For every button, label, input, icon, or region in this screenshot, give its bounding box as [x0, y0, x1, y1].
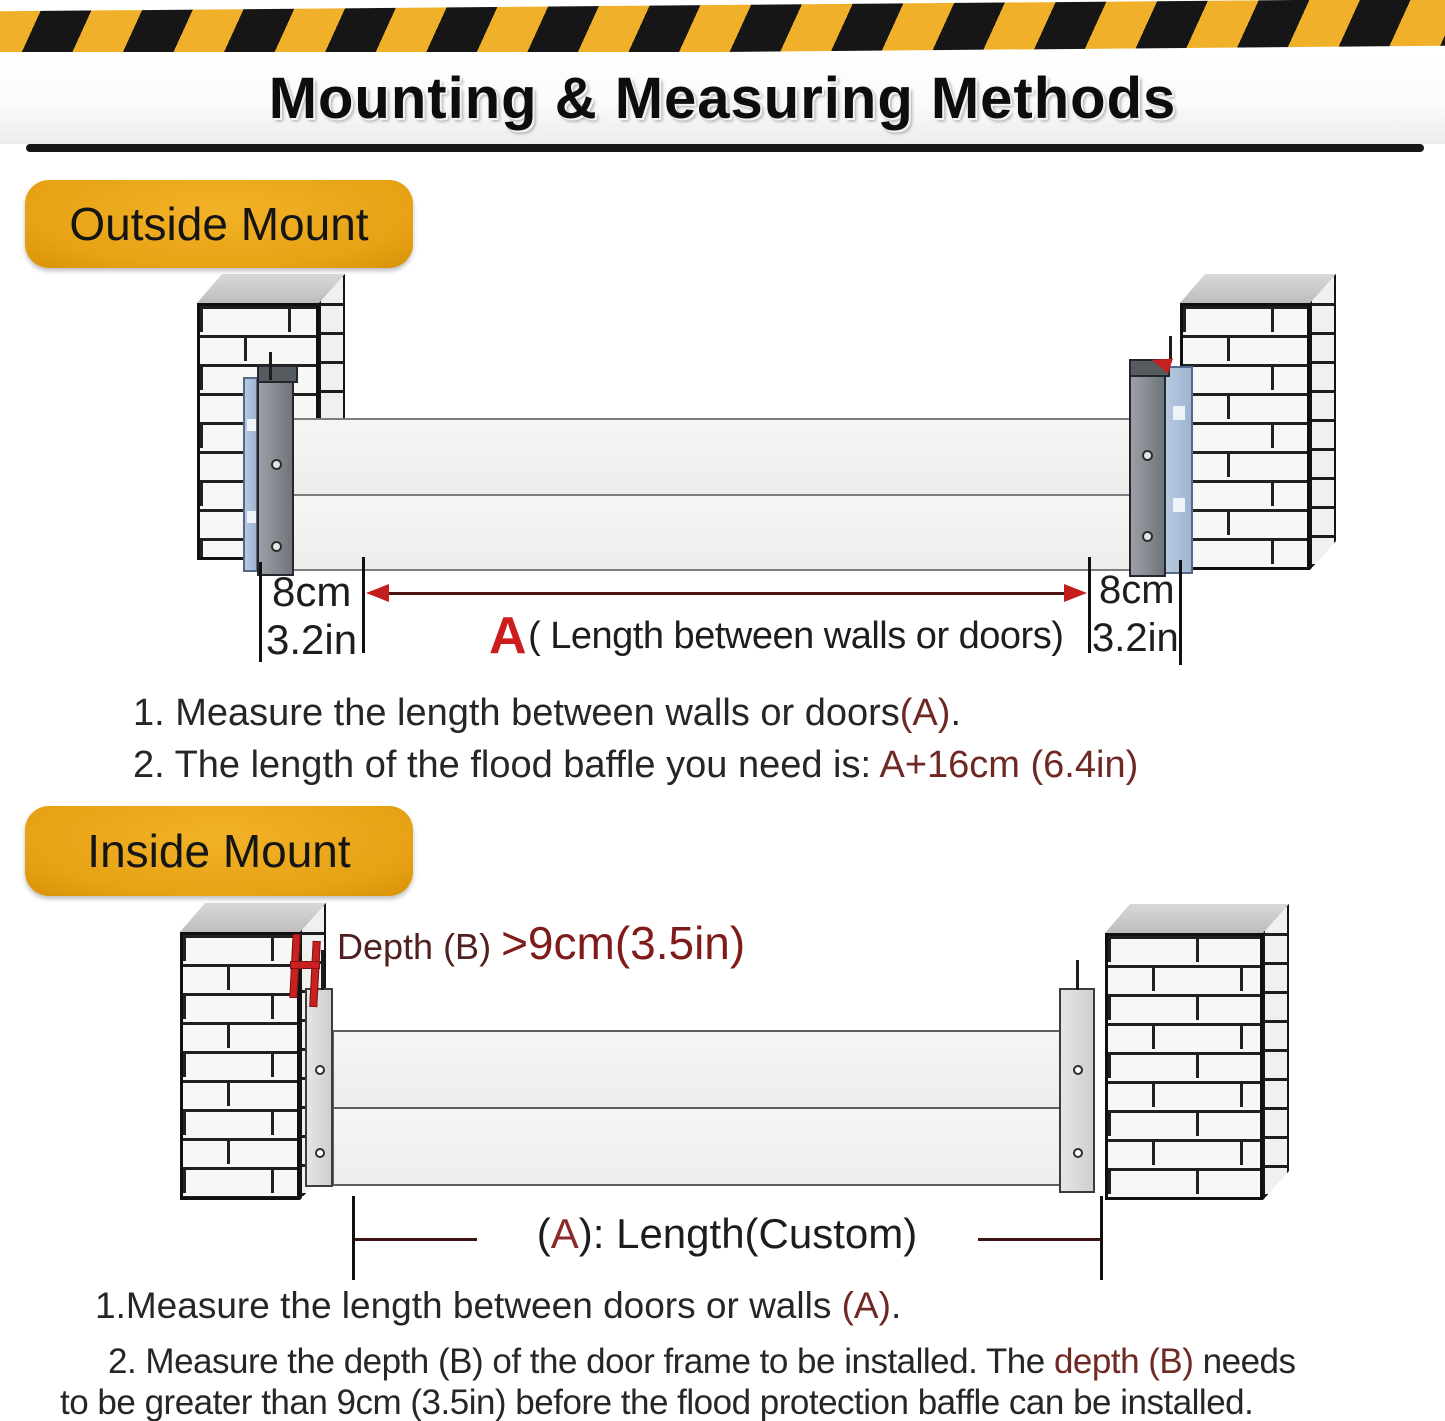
screw-hole [1073, 1065, 1083, 1075]
screw-hole [315, 1065, 325, 1075]
offset-label-right-cm: 8cm [1099, 568, 1175, 612]
pillar-front-face [1105, 933, 1263, 1200]
seal-tab [247, 419, 256, 431]
length-a-label [489, 606, 1063, 666]
depth-bracket-red [290, 961, 320, 969]
screw-hole [315, 1148, 325, 1158]
offset-label-left-cm: 8cm [272, 568, 352, 615]
flood-barrier-plank-top [332, 1030, 1062, 1109]
pillar-front-face [1180, 303, 1310, 570]
inside-step-1: 1.Measure the length between doors or walls (A). [95, 1285, 902, 1326]
inside-mount-label: Inside Mount [25, 806, 413, 896]
title-underline-bar [26, 144, 1424, 152]
mounting-channel-left [257, 377, 294, 576]
hazard-stripe-band [0, 0, 1445, 58]
length-custom-label: (A): Length(Custom) [536, 1210, 918, 1257]
screw-hole [271, 459, 282, 470]
seal-tab [1173, 498, 1185, 512]
arrow-left-head-icon [366, 584, 389, 602]
depth-b-label: Depth (B) >9cm(3.5in) [337, 917, 746, 969]
pillar-side-face [1310, 274, 1336, 570]
brick-pillar-right [1180, 274, 1336, 570]
outside-mount-label: Outside Mount [25, 180, 413, 268]
seal-strip-left [243, 377, 258, 572]
pillar-side-face [1263, 904, 1289, 1200]
outside-step-1: 1. Measure the length between walls or doors(A). [133, 692, 961, 734]
flood-barrier-plank-bottom [332, 1107, 1062, 1186]
anchor-pin [1076, 960, 1079, 990]
length-a-letter: A [489, 607, 527, 665]
pillar-top-face [1180, 274, 1336, 303]
screw-hole [1142, 531, 1153, 542]
offset-label-right-in: 3.2in [1092, 616, 1179, 660]
flood-barrier-plank-top [290, 418, 1152, 496]
anchor-pin [269, 352, 272, 380]
screw-hole [1073, 1148, 1083, 1158]
dimension-line [1179, 560, 1182, 665]
inside-step-2-line-2: to be greater than 9cm (3.5in) before the flood protection baffle can be installed. [60, 1383, 1254, 1421]
mounting-channel-left [305, 988, 333, 1187]
anchor-pin [321, 950, 324, 990]
pillar-top-face [197, 274, 345, 303]
title-banner [0, 52, 1445, 144]
pillar-top-face [1105, 904, 1289, 933]
page-title: Mounting & Measuring Methods [268, 65, 1177, 131]
screw-hole [271, 541, 282, 552]
pillar-front-face [180, 932, 300, 1200]
mounting-channel-right [1129, 371, 1166, 577]
dimension-tick [1100, 1196, 1103, 1280]
dimension-segment [355, 1238, 477, 1241]
dimension-tick [362, 557, 365, 653]
length-a-text: ( Length between walls or doors) [528, 615, 1064, 657]
dimension-segment [978, 1238, 1100, 1241]
outside-step-2: 2. The length of the flood baffle you need is: A+16cm (6.4in) [133, 744, 1139, 786]
brick-pillar-right [1105, 904, 1289, 1200]
seal-strip-right [1164, 366, 1193, 574]
dimension-tick [1088, 557, 1091, 653]
offset-label-left-in: 3.2in [266, 616, 358, 663]
dimension-line [259, 562, 262, 662]
seal-tab [1173, 406, 1185, 420]
arrow-right-head-icon [1064, 584, 1087, 602]
mounting-channel-right [1059, 988, 1095, 1193]
screw-hole [1142, 450, 1153, 461]
flood-barrier-plank-bottom [290, 494, 1152, 571]
length-arrow-line [388, 592, 1066, 595]
inside-step-2-line-1: 2. Measure the depth (B) of the door frame to be installed. The depth (B) needs [108, 1342, 1296, 1381]
seal-tab [247, 511, 256, 523]
